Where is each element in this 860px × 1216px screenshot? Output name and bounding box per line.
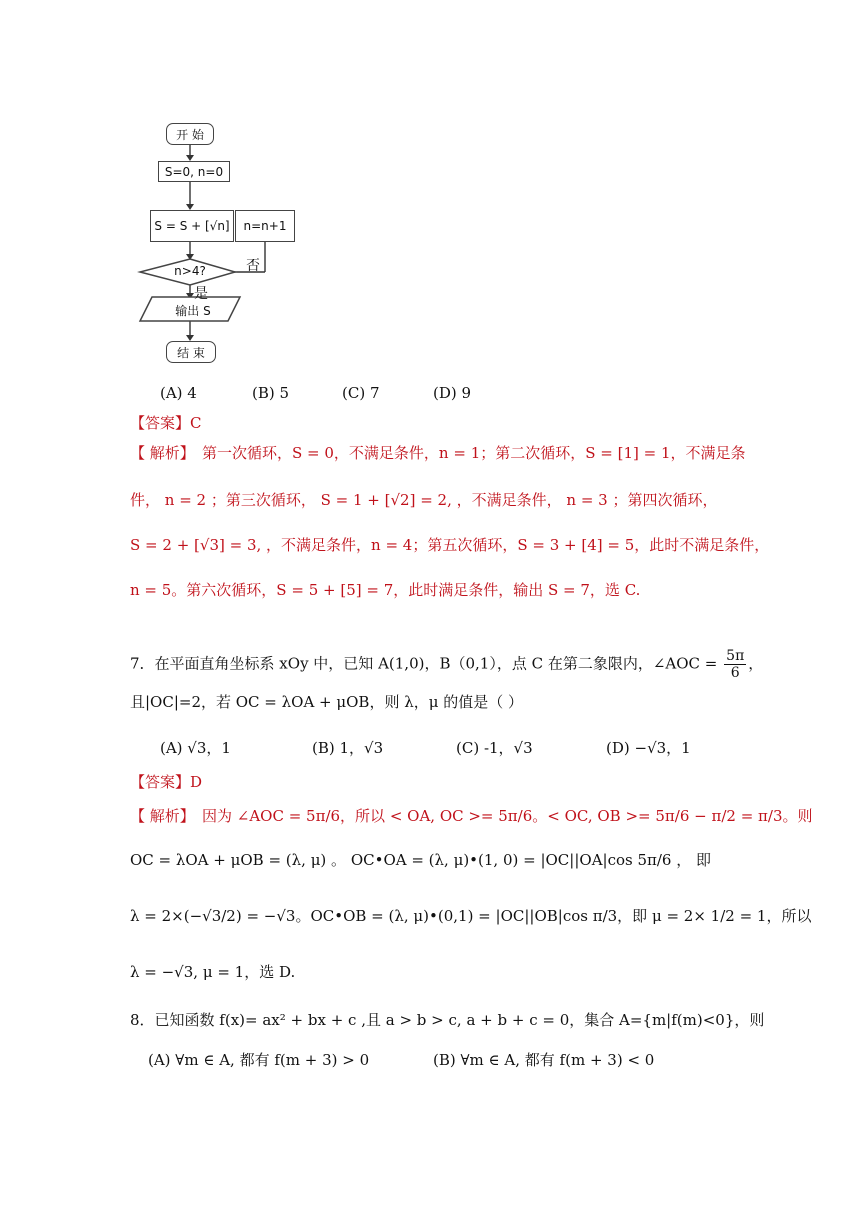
q7-stem-1: 7．在平面直角坐标系 xOy 中，已知 A(1,0)，B（0,1），点 C 在第二象限内，∠AOC = $\frac{5\pi}{6}$ ， — [130, 648, 764, 681]
q6-analysis-label: 【 解析】 — [130, 444, 195, 462]
output-label: 输出 S — [175, 304, 211, 318]
q7-angle-fraction: $\frac{5\pi}{6}$ — [726, 648, 745, 681]
no-label: 否 — [246, 258, 260, 274]
q7-option-d: (D) −√3，1 — [606, 739, 691, 757]
q7-answer: 【答案】D — [130, 773, 203, 791]
q6-option-a: (A) 4 — [160, 384, 197, 402]
q6-analysis-line-1: 第一次循环，S = 0，不满足条件，n = 1；第二次循环，S = [1] = 1，不满足条 — [202, 444, 746, 462]
q7-analysis-line-2: OC = λOA + μOB = (λ, μ) 。 OC•OA = (λ, μ)•(1, 0) = |OC||OA|cos 5π/6 ， 即 — [130, 851, 712, 869]
q6-answer: 【答案】C — [130, 414, 202, 432]
update-n-node: n=n+1 — [235, 210, 295, 242]
q7-analysis-line-3: λ = 2×(−√3/2) = −√3。OC•OB = (λ, μ)•(0,1) = |OC||OB|cos π/3，即 μ = 2× 1/2 = 1，所以 — [130, 907, 812, 925]
q7-stem-2: 且|OC|=2，若 OC = λOA + μOB，则 λ，μ 的值是（ ） — [130, 693, 524, 711]
q6-option-d: (D) 9 — [433, 384, 472, 402]
end-node: 结 束 — [166, 341, 216, 363]
update-s-node: S = S + [√n] — [150, 210, 234, 242]
yes-label: 是 — [194, 286, 208, 302]
q7-analysis-line-1: 因为 ∠AOC = 5π/6，所以 < OA, OC >= 5π/6。< OC, OB >= 5π/6 − π/2 = π/3。则 — [202, 807, 813, 825]
q8-stem: 8．已知函数 f(x)= ax² + bx + c ,且 a > b > c, a + b + c = 0，集合 A={m|f(m)<0}，则 — [130, 1011, 765, 1029]
condition-label: n>4? — [174, 264, 206, 278]
q8-option-b: (B) ∀m ∈ A, 都有 f(m + 3) < 0 — [433, 1051, 655, 1069]
init-node: S=0, n=0 — [158, 161, 230, 182]
q6-option-c: (C) 7 — [342, 384, 380, 402]
q7-option-b: (B) 1，√3 — [312, 739, 384, 757]
q6-analysis-line-2: 件， n = 2 ；第三次循环， S = 1 + [√2] = 2, ，不满足条件， n = 3 ；第四次循环， — [130, 491, 718, 509]
q7-option-c: (C) -1，√3 — [456, 739, 533, 757]
flowchart-arrows — [130, 115, 300, 375]
q7-analysis-label: 【 解析】 — [130, 807, 195, 825]
q6-analysis-line-4: n = 5。第六次循环，S = 5 + [5] = 7，此时满足条件，输出 S = 7，选 C. — [130, 581, 641, 599]
q7-option-a: (A) √3，1 — [160, 739, 231, 757]
start-node: 开 始 — [166, 123, 214, 145]
flowchart — [130, 115, 300, 375]
q8-option-a: (A) ∀m ∈ A, 都有 f(m + 3) > 0 — [148, 1051, 370, 1069]
q6-analysis-line-3: S = 2 + [√3] = 3, ，不满足条件，n = 4；第五次循环，S = 3 + [4] = 5，此时不满足条件， — [130, 536, 770, 554]
q6-option-b: (B) 5 — [252, 384, 290, 402]
q7-analysis-line-4: λ = −√3, μ = 1，选 D. — [130, 963, 296, 981]
